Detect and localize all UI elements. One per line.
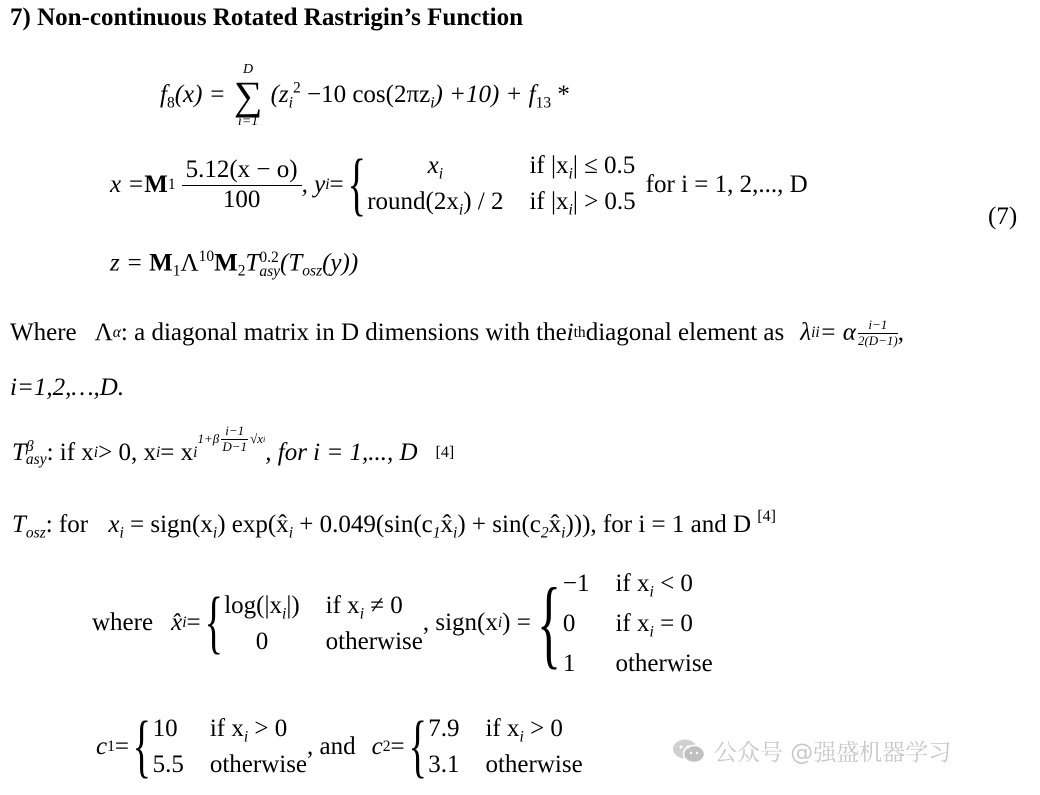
index-range: i=1,2,…,D. [10, 374, 125, 401]
equation-number: (7) [988, 203, 1018, 230]
tosz-definition: $T_{osz}$: for $x_i$ = $sign(x_i)$ $\exp(x̂_i$ + $0.049(\sin(c_1x̂_i)$ + $\sin(c_2x̂_i)$)), for i = 1 and D [4] [12, 508, 776, 542]
watermark-text: 公众号 @强盛机器学习 [714, 740, 952, 766]
watermark [672, 734, 951, 767]
tasy-definition: T β asy : if x i > 0, x i = x i 1+β $\frac{i-1}{D-1}$ √x i , for i = 1,..., D [4] [12, 423, 455, 469]
equation-f8: $f_8(x)$ = D ∑ i=1 ($z_i^2 -10$ $\cos(2\pi z_i) +10) + f_{13}$ * [160, 62, 570, 130]
left-brace: { [347, 146, 366, 223]
wechat-icon [672, 738, 706, 764]
where-lambda-line: Where Λ α : a diagonal matrix in D dimensions with the i th diagonal element as λ ii = α $\frac{i-1}{2(D-1)}$ , [10, 317, 905, 348]
section-title: 7) Non-continuous Rotated Rastrigin’s Function [10, 4, 524, 31]
equation-x-y: x = M 1 $\frac{5.12(x - o)}{100}$ , y i = { $x_i$ if $|x_i| \le 0.5$ $round(2x_i) / 2$ if $|x_i| > 0.5$ for i = 1, 2,..., D [110, 146, 808, 223]
c1-c2-definition: c 1 = { 10 if $x_i > 0$ 5.5 otherwise , and c 2 = { 7.9 if $x_i > 0$ 3.1 otherwise [96, 708, 583, 785]
xhat-sign-definition: where x̂ i = { $\log(|x_i|)$ if $x_i \ne 0$ 0 otherwise , sign(x i ) = { −1 if $x_i < 0$ 0 if $x_i = 0$ 1 otherwise [92, 567, 713, 679]
equation-z: $z = M_1\Lambda^{10}M_2T$ 0.2 asy $(T_{osz}(y))$ [110, 248, 359, 280]
summation: D ∑ i=1 [233, 62, 263, 130]
